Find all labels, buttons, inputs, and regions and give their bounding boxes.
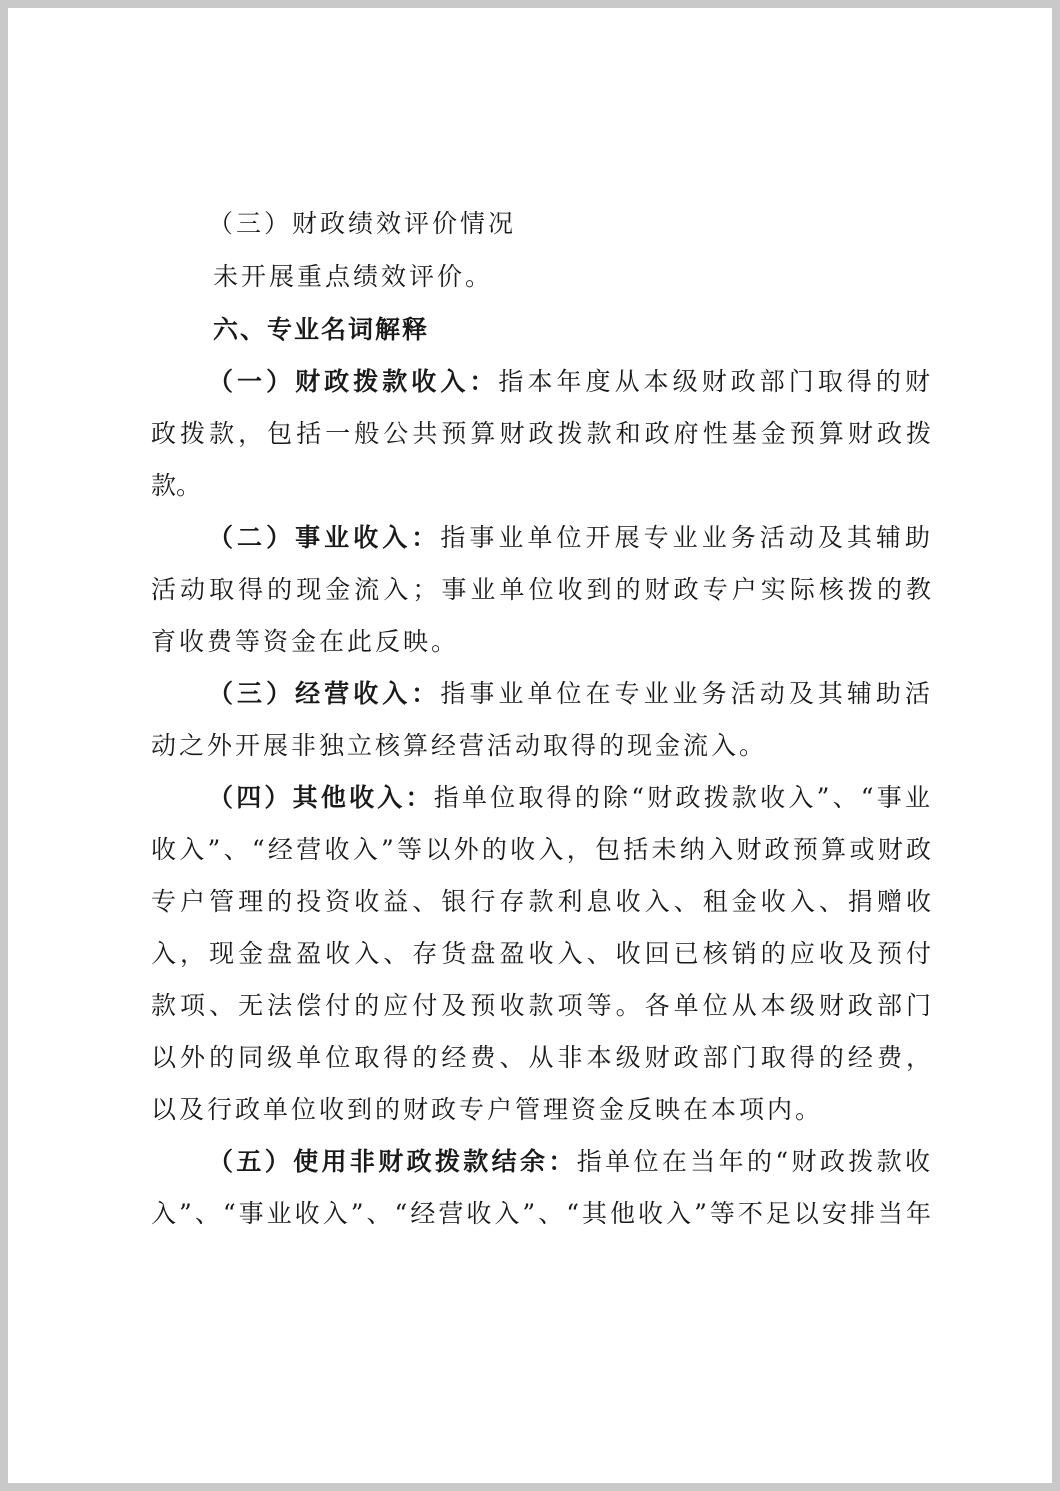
item-5-line-1 [208,1142,930,1182]
section-3-text: 未开展重点绩效评价。 [213,262,494,291]
item-4-term: （四）其他收入： [208,783,434,812]
item-2-line-1 [208,518,930,558]
item-4-line-2: 收入”、“经营收入”等以外的收入，包括未纳入财政预算或财政 [151,835,931,864]
item-1-line-3: 款。 [151,471,202,500]
item-3-line-2: 动之外开展非独立核算经营活动取得的现金流入。 [151,731,768,760]
item-2-text: 指事业单位开展专业业务活动及其辅助 [440,523,930,552]
item-4-line-7: 以及行政单位收到的财政专户管理资金反映在本项内。 [151,1095,824,1124]
item-2-term: （二）事业收入： [208,523,441,552]
section-6-heading: 六、专业名词解释 [213,315,430,344]
item-4-line-1 [208,778,930,818]
section-3-heading: （三）财政绩效评价情况 [208,209,517,238]
item-4-line-3: 专户管理的投资收益、银行存款利息收入、租金收入、捐赠收 [151,887,931,916]
item-4-line-6: 以外的同级单位取得的经费、从非本级财政部门取得的经费， [151,1043,931,1072]
item-2-line-2: 活动取得的现金流入；事业单位收到的财政专户实际核拨的教 [151,575,931,604]
item-3-line-1 [208,674,930,714]
item-1-term: （一）财政拨款收入： [208,367,499,396]
item-4-line-5: 款项、无法偿付的应付及预收款项等。各单位从本级财政部门 [151,991,931,1020]
item-1-text: 指本年度从本级财政部门取得的财 [498,367,930,396]
item-5-term: （五）使用非财政拨款结余： [208,1147,577,1176]
item-1-line-1 [208,362,930,402]
item-2-line-3: 育收费等资金在此反映。 [151,627,460,656]
item-3-text: 指事业单位在专业业务活动及其辅助活 [440,679,930,708]
item-1-line-2: 政拨款，包括一般公共预算财政拨款和政府性基金预算财政拨 [151,419,931,448]
item-3-term: （三）经营收入： [208,679,441,708]
item-4-line-4: 入，现金盘盈收入、存货盘盈收入、收回已核销的应收及预付 [151,939,931,968]
item-5-line-2: 入”、“事业收入”、“经营收入”、“其他收入”等不足以安排当年 [151,1199,931,1228]
item-5-text: 指单位在当年的“财政拨款收 [576,1147,930,1176]
item-4-text: 指单位取得的除“财政拨款收入”、“事业 [433,783,930,812]
document-page [8,8,1052,1483]
